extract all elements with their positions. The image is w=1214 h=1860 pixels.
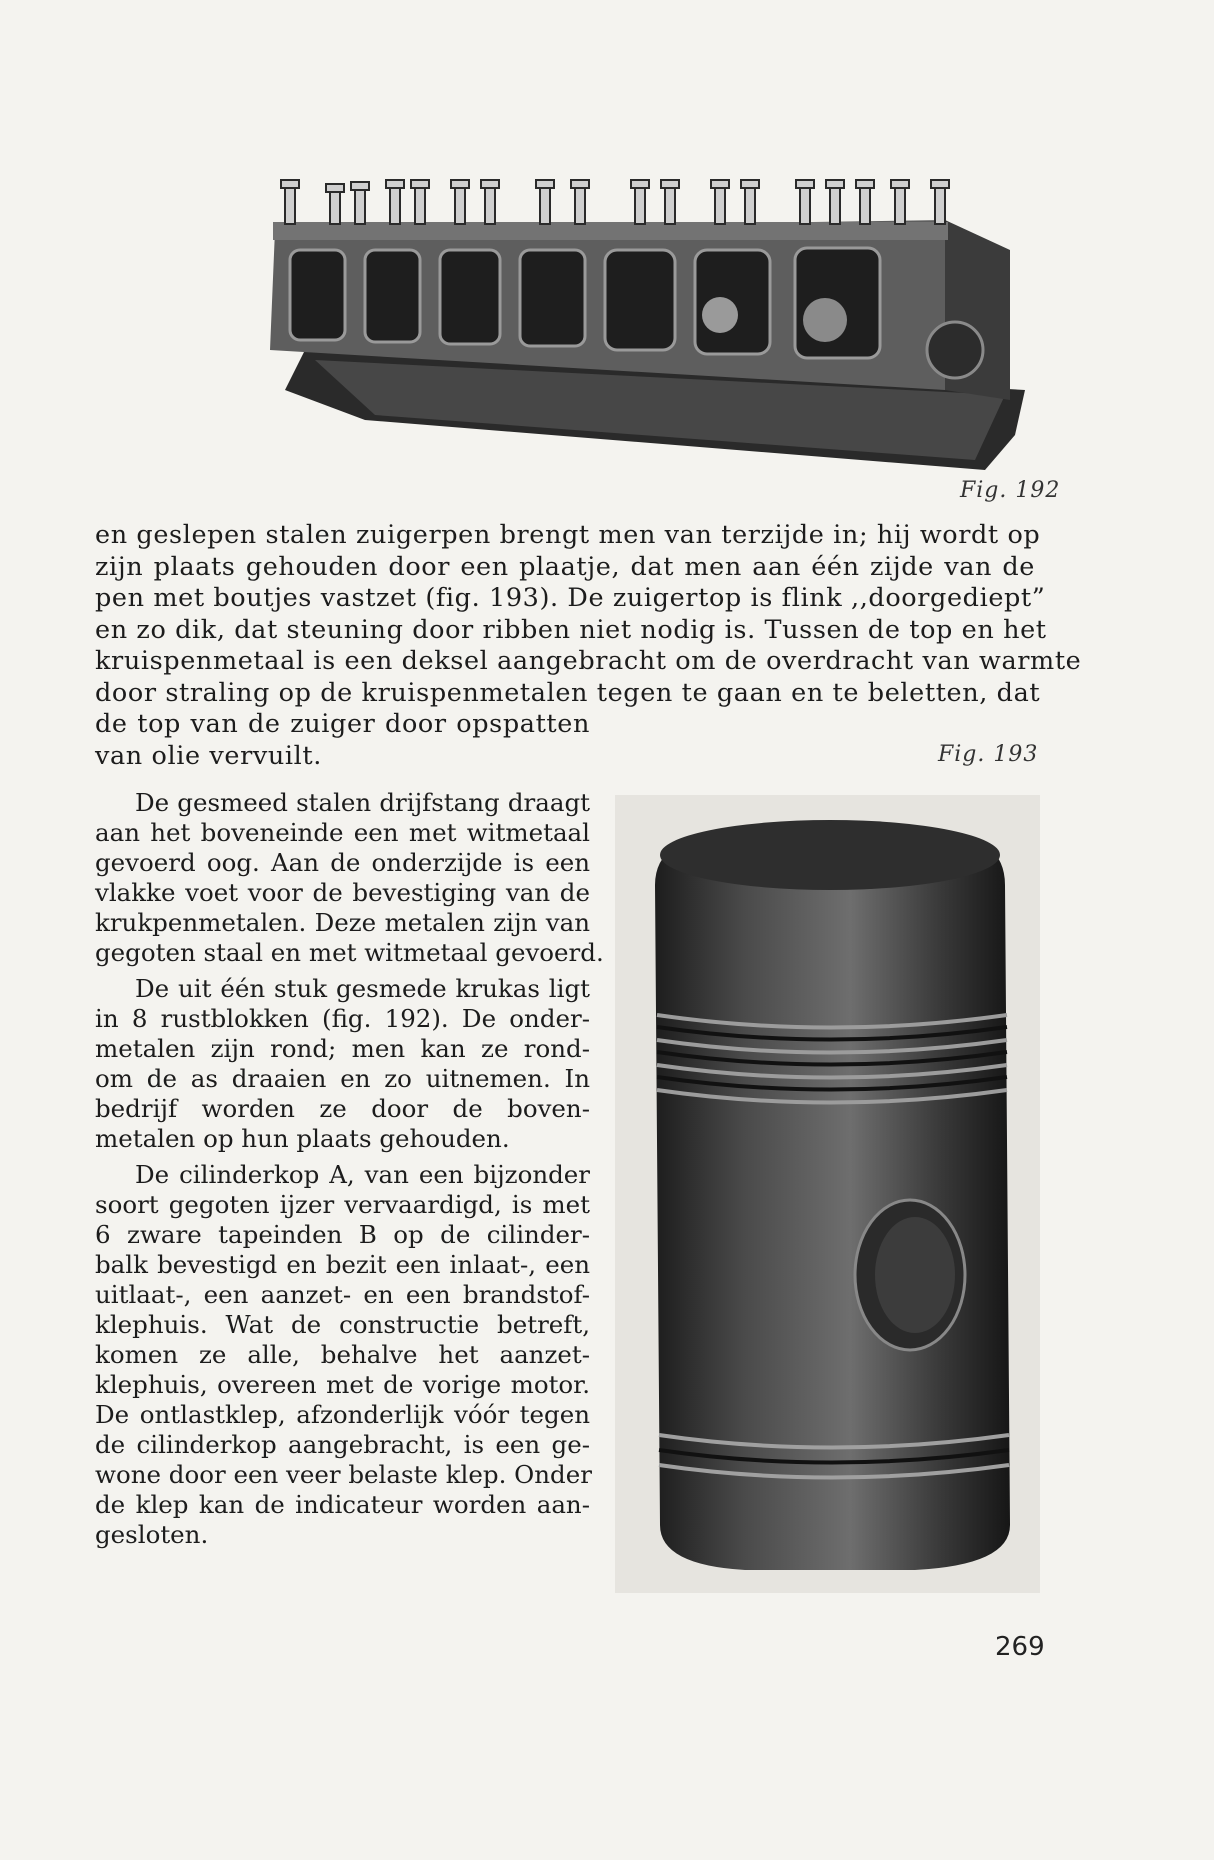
text-line: De gesmeed stalen drijfstang draagt — [135, 788, 590, 817]
text-line: De cilinderkop A, van een bijzonder — [135, 1160, 590, 1189]
figure-193-piston — [615, 795, 1040, 1593]
paragraph-zuigerpen — [95, 520, 1082, 772]
text-line: balk bevestigd en bezit een inlaat-, een — [95, 1250, 590, 1279]
text-line: zijn plaats gehouden door een plaatje, dat men aan één zijde van de — [95, 551, 1035, 582]
text-line: 6 zware tapeinden B op de cilinder- — [95, 1220, 590, 1249]
text-line: de cilinderkop aangebracht, is een ge- — [95, 1430, 590, 1459]
engine-block-illustration — [245, 90, 1025, 470]
text-line: gevoerd oog. Aan de onderzijde is een — [95, 848, 590, 877]
figure-193-caption: Fig. 193 — [938, 742, 1039, 767]
page-number: 269 — [995, 1632, 1045, 1662]
text-line: bedrijf worden ze door de boven- — [95, 1094, 590, 1123]
text-line: om de as draaien en zo uitnemen. In — [95, 1064, 590, 1093]
figure-192-caption: Fig. 192 — [960, 478, 1061, 503]
text-line: vlakke voet voor de bevestiging van de — [95, 878, 590, 907]
text-line: De uit één stuk gesmede krukas ligt — [135, 974, 590, 1003]
text-line: door straling op de kruispenmetalen tegen te gaan en te beletten, dat — [95, 677, 1041, 708]
text-line: de top van de zuiger door opspatten — [95, 709, 590, 739]
text-line: krukpenmetalen. Deze metalen zijn van — [95, 908, 590, 937]
text-line: de klep kan de indicateur worden aan- — [95, 1490, 590, 1519]
text-column-left — [95, 788, 604, 1550]
text-line: pen met boutjes vastzet (fig. 193). De zuigertop is flink ,,doorgediept” — [95, 583, 1046, 613]
text-line: klephuis. Wat de constructie betreft, — [95, 1310, 590, 1339]
text-line: kruispenmetaal is een deksel aangebracht om de overdracht van warmte — [95, 646, 1082, 676]
figure-192-engine-block — [245, 90, 1025, 470]
text-line: klephuis, overeen met de vorige motor. — [95, 1370, 590, 1399]
text-line: metalen zijn rond; men kan ze rond- — [95, 1034, 590, 1063]
text-line: gegoten staal en met witmetaal gevoerd. — [95, 938, 604, 967]
text-line: in 8 rustblokken (fig. 192). De onder- — [95, 1004, 590, 1033]
piston-illustration — [615, 795, 1040, 1593]
text-line: uitlaat-, een aanzet- en een brandstof- — [95, 1280, 590, 1309]
text-line: komen ze alle, behalve het aanzet- — [95, 1340, 590, 1369]
paragraph-cilinderkop — [95, 1160, 590, 1550]
text-line: soort gegoten ijzer vervaardigd, is met — [95, 1190, 590, 1219]
text-line: en geslepen stalen zuigerpen brengt men van terzijde in; hij wordt op — [95, 520, 1041, 550]
paragraph-krukas — [95, 974, 590, 1154]
text-line: wone door een veer belaste klep. Onder — [95, 1460, 592, 1489]
paragraph-drijfstang — [95, 788, 604, 968]
text-line: aan het boveneinde een met witmetaal — [95, 818, 590, 847]
text-line: De ontlastklep, afzonderlijk vóór tegen — [95, 1400, 590, 1429]
text-line: gesloten. — [95, 1520, 209, 1549]
text-line: metalen op hun plaats gehouden. — [95, 1124, 510, 1153]
text-line: van olie vervuilt. — [95, 740, 322, 771]
text-line: en zo dik, dat steuning door ribben niet nodig is. Tussen de top en het — [95, 614, 1047, 645]
